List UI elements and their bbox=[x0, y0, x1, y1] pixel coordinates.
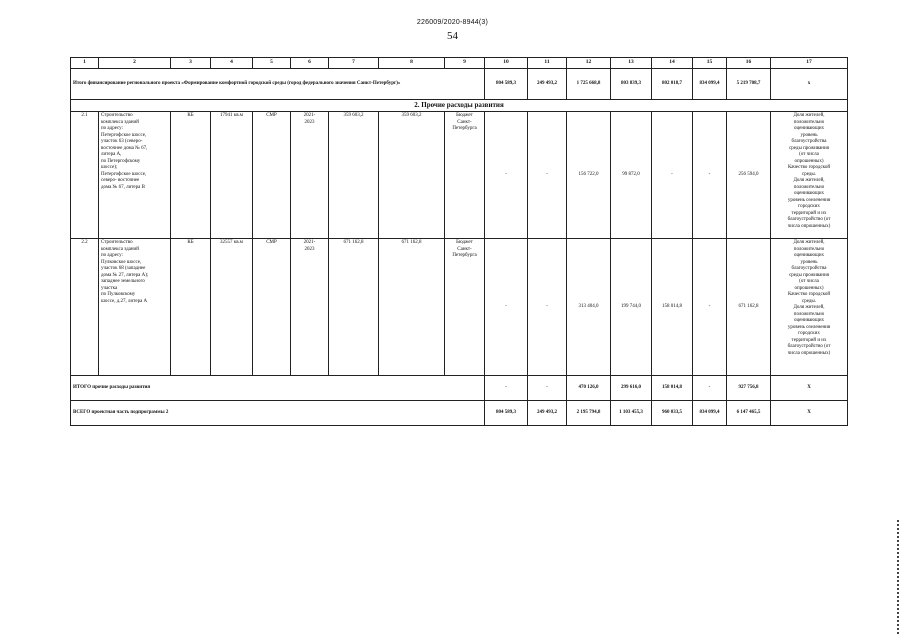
total-subprogram-c10: 804 589,3 bbox=[485, 401, 528, 426]
total-regional-c11: 249 493,2 bbox=[528, 69, 567, 100]
value-c14: - bbox=[652, 112, 693, 239]
total-other-c12: 470 126,0 bbox=[567, 376, 611, 401]
col-number: 12 bbox=[567, 58, 611, 69]
col-number: 6 bbox=[291, 58, 329, 69]
value-c15: - bbox=[693, 112, 727, 239]
table-row bbox=[71, 239, 848, 376]
row-number: 2.1 bbox=[71, 112, 99, 239]
col-number: 15 bbox=[693, 58, 727, 69]
col-number: 8 bbox=[379, 58, 445, 69]
total-regional-label: Итого финансирование регионального проекта «Формирование комфортной городской среды (город федерального значения Санкт-Петербург)» bbox=[71, 69, 485, 100]
total-regional-c10: 804 589,3 bbox=[485, 69, 528, 100]
total-subprogram-c15: 834 099,4 bbox=[693, 401, 727, 426]
performance-indicator: Доля жителей, положительно оценивающих уровень благоустройства среды проживания (от числа опрошенных) Качество городской среды. Доля жителей, положительно оценивающих уровень озеленения городских территорий и их благоустройство (от числа опрошенных) bbox=[771, 112, 848, 239]
row-number: 2.2 bbox=[71, 239, 99, 376]
total-other-c11: - bbox=[528, 376, 567, 401]
total-other-c13: 299 616,0 bbox=[611, 376, 652, 401]
total-regional-c17: х bbox=[771, 69, 848, 100]
table-row bbox=[71, 112, 848, 239]
col-number: 10 bbox=[485, 58, 528, 69]
total-regional-c16: 5 219 708,7 bbox=[727, 69, 771, 100]
total-subprogram-c11: 249 493,2 bbox=[528, 401, 567, 426]
col-number: 14 bbox=[652, 58, 693, 69]
total-other-label: ИТОГО прочие расходы развития bbox=[71, 376, 485, 401]
value-c16: 671 162,8 bbox=[727, 239, 771, 376]
col-number: 4 bbox=[211, 58, 253, 69]
total-other-c17: Х bbox=[771, 376, 848, 401]
object-name: Строительство комплекса зданий по адресу: Петергофское шоссе, участок 63 (северо- восточнее дома № 67, литера А, по Петергофскому шоссе); Петергофское шоссе, северо- восточнее дома № 67, литера В bbox=[99, 112, 171, 239]
value-c11: - bbox=[528, 239, 567, 376]
scan-edge-mark bbox=[897, 520, 899, 635]
col-number: 5 bbox=[253, 58, 291, 69]
object-type: КБ bbox=[171, 112, 211, 239]
capacity: 32557 кв.м bbox=[211, 239, 253, 376]
work-type: СМР bbox=[253, 239, 291, 376]
capacity: 17941 кв.м bbox=[211, 112, 253, 239]
col-number: 9 bbox=[445, 58, 485, 69]
value-c13: 199 744,0 bbox=[611, 239, 652, 376]
col-number: 7 bbox=[329, 58, 379, 69]
column-number-row bbox=[71, 58, 848, 69]
col-number: 17 bbox=[771, 58, 848, 69]
funding-source: Бюджет Санкт- Петербурга bbox=[445, 239, 485, 376]
performance-indicator: Доля жителей, положительно оценивающих уровень благоустройства среды проживания (от числа опрошенных) Качество городской среды. Доля жителей, положительно оценивающих уровень озеленения городских территорий и их благоустройство (от числа опрошенных) bbox=[771, 239, 848, 376]
col-number: 3 bbox=[171, 58, 211, 69]
total-other-c16: 927 756,8 bbox=[727, 376, 771, 401]
total-regional-c12: 1 725 668,8 bbox=[567, 69, 611, 100]
value-c14: 158 014,8 bbox=[652, 239, 693, 376]
period: 2021- 2023 bbox=[291, 112, 329, 239]
col-number: 16 bbox=[727, 58, 771, 69]
value-c11: - bbox=[528, 112, 567, 239]
funding-source: Бюджет Санкт- Петербурга bbox=[445, 112, 485, 239]
total-other-c15: - bbox=[693, 376, 727, 401]
financing-table bbox=[70, 57, 848, 426]
funding-limit: 671 162,8 bbox=[379, 239, 445, 376]
total-regional-c15: 834 099,4 bbox=[693, 69, 727, 100]
total-subprogram-c14: 960 033,5 bbox=[652, 401, 693, 426]
period: 2021- 2023 bbox=[291, 239, 329, 376]
funding-limit: 359 603,2 bbox=[379, 112, 445, 239]
value-c12: 313 404,0 bbox=[567, 239, 611, 376]
document-registration-number: 226009/2020-8944(3) bbox=[416, 19, 489, 26]
total-subprogram-row bbox=[71, 401, 848, 426]
value-c10: - bbox=[485, 112, 528, 239]
total-regional-project-row bbox=[71, 69, 848, 100]
value-c12: 156 722,0 bbox=[567, 112, 611, 239]
total-subprogram-c13: 1 103 455,3 bbox=[611, 401, 652, 426]
object-type: КБ bbox=[171, 239, 211, 376]
estimated-cost: 671 162,8 bbox=[329, 239, 379, 376]
section-header-row bbox=[71, 100, 848, 112]
section-title: 2. Прочие расходы развития bbox=[71, 100, 848, 112]
total-subprogram-c16: 6 147 465,5 bbox=[727, 401, 771, 426]
col-number: 11 bbox=[528, 58, 567, 69]
value-c13: 99 872,0 bbox=[611, 112, 652, 239]
value-c15: - bbox=[693, 239, 727, 376]
total-subprogram-c17: Х bbox=[771, 401, 848, 426]
total-other-c10: - bbox=[485, 376, 528, 401]
page-number: 54 bbox=[447, 30, 458, 42]
value-c16: 256 594,0 bbox=[727, 112, 771, 239]
col-number: 13 bbox=[611, 58, 652, 69]
total-regional-c13: 803 839,3 bbox=[611, 69, 652, 100]
total-subprogram-c12: 2 195 794,8 bbox=[567, 401, 611, 426]
object-name: Строительство комплекса зданий по адресу: Пулковское шоссе, участок 68 (западнее дома № 27, литера А); западнее земельного участка по Пулковскому шоссе, д.27, литера А bbox=[99, 239, 171, 376]
value-c10: - bbox=[485, 239, 528, 376]
total-other-c14: 158 014,8 bbox=[652, 376, 693, 401]
estimated-cost: 359 603,2 bbox=[329, 112, 379, 239]
total-other-expenses-row bbox=[71, 376, 848, 401]
col-number: 2 bbox=[99, 58, 171, 69]
total-subprogram-label: ВСЕГО проектная часть подпрограммы 2 bbox=[71, 401, 485, 426]
total-regional-c14: 802 018,7 bbox=[652, 69, 693, 100]
col-number: 1 bbox=[71, 58, 99, 69]
work-type: СМР bbox=[253, 112, 291, 239]
